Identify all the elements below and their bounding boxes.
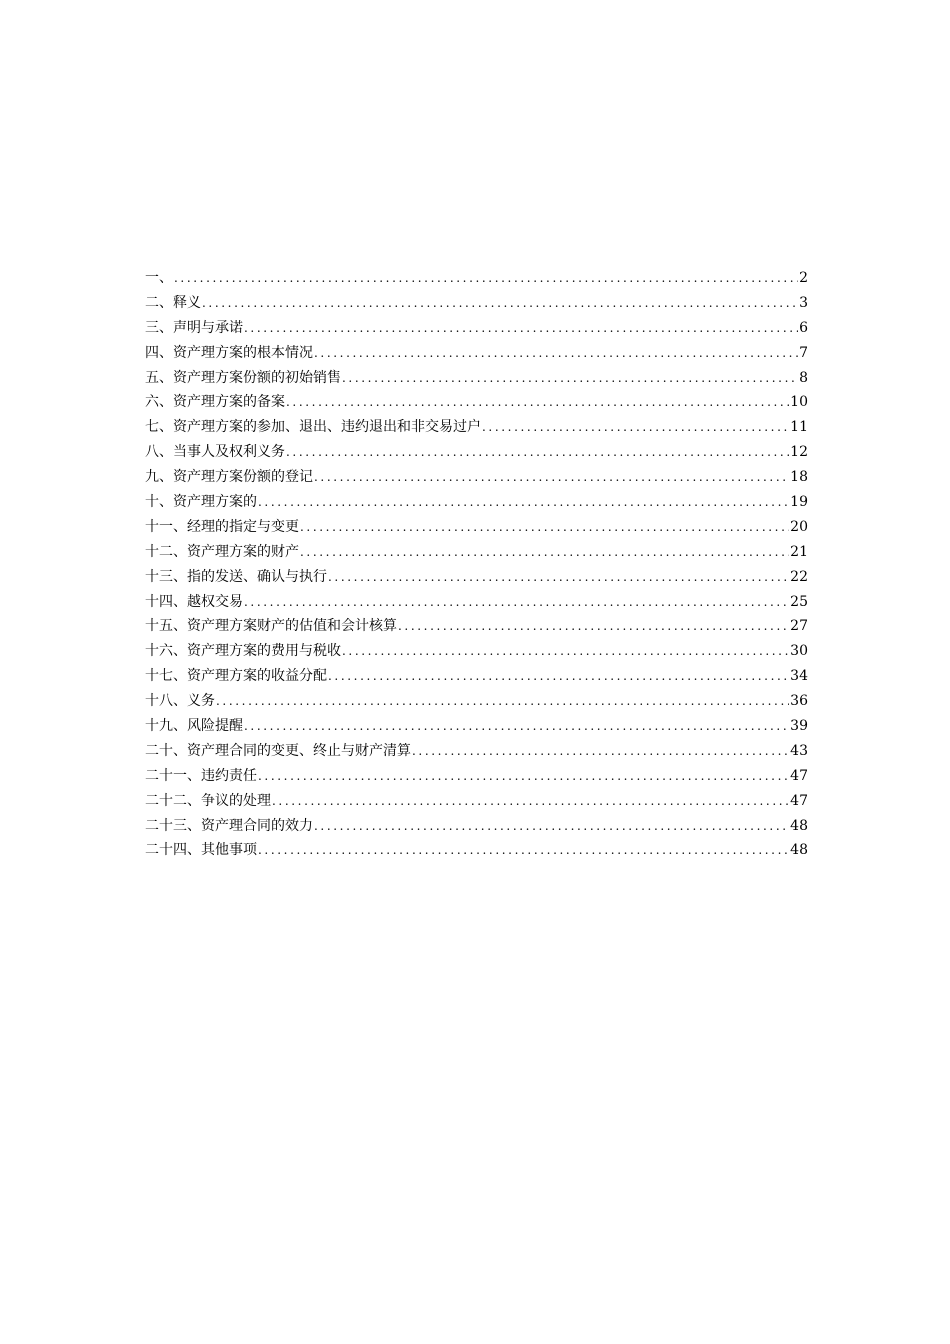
toc-entry[interactable] bbox=[145, 639, 808, 664]
toc-dot-leader bbox=[314, 465, 789, 490]
toc-entry[interactable] bbox=[145, 789, 808, 814]
toc-entry[interactable] bbox=[145, 590, 808, 615]
toc-entry-page-number: 8 bbox=[799, 369, 808, 386]
toc-entry-page-number: 27 bbox=[790, 618, 808, 635]
toc-entry-title: 一、 bbox=[145, 270, 173, 286]
toc-entry-title: 十一、经理的指定与变更 bbox=[145, 518, 299, 535]
toc-entry-page-number: 3 bbox=[799, 294, 808, 311]
toc-entry-title: 九、资产理方案份额的登记 bbox=[145, 469, 313, 486]
toc-dot-leader bbox=[412, 739, 789, 764]
toc-entry-title: 四、资产理方案的根本情况 bbox=[145, 344, 313, 361]
toc-entry-title: 六、资产理方案的备案 bbox=[145, 394, 285, 411]
toc-entry[interactable] bbox=[145, 838, 808, 863]
toc-entry-page-number: 11 bbox=[790, 419, 808, 436]
toc-entry-page-number: 18 bbox=[790, 469, 808, 486]
toc-entry[interactable] bbox=[145, 490, 808, 515]
toc-dot-leader bbox=[300, 515, 789, 540]
toc-entry-page-number: 19 bbox=[790, 494, 808, 511]
toc-dot-leader bbox=[328, 565, 789, 590]
toc-dot-leader bbox=[174, 266, 798, 291]
toc-dot-leader bbox=[328, 664, 789, 689]
toc-entry-title: 二十四、其他事项 bbox=[145, 842, 257, 859]
toc-entry[interactable] bbox=[145, 540, 808, 565]
toc-dot-leader bbox=[216, 689, 789, 714]
toc-entry[interactable] bbox=[145, 366, 808, 391]
toc-entry-title: 二十一、违约责任 bbox=[145, 767, 257, 784]
toc-dot-leader bbox=[398, 614, 789, 639]
toc-entry-page-number: 21 bbox=[790, 543, 808, 560]
toc-dot-leader bbox=[244, 316, 798, 341]
toc-dot-leader bbox=[244, 714, 789, 739]
toc-entry-title: 十七、资产理方案的收益分配 bbox=[145, 668, 327, 685]
toc-entry-title: 二、释义 bbox=[145, 294, 201, 311]
toc-dot-leader bbox=[272, 789, 789, 814]
toc-dot-leader bbox=[342, 366, 798, 391]
toc-entry-page-number: 48 bbox=[790, 817, 808, 834]
toc-entry[interactable] bbox=[145, 291, 808, 316]
toc-entry[interactable] bbox=[145, 465, 808, 490]
toc-entry[interactable] bbox=[145, 266, 808, 291]
toc-entry-title: 八、当事人及权利义务 bbox=[145, 444, 285, 461]
toc-entry-page-number: 34 bbox=[790, 668, 808, 685]
toc-entry-title: 三、声明与承诺 bbox=[145, 319, 243, 336]
toc-entry-title: 七、资产理方案的参加、退出、违约退出和非交易过户 bbox=[145, 419, 481, 436]
toc-entry-title: 十、资产理方案的 bbox=[145, 494, 257, 511]
toc-entry-page-number: 20 bbox=[790, 518, 808, 535]
toc-dot-leader bbox=[314, 814, 789, 839]
toc-entry-page-number: 6 bbox=[799, 319, 808, 336]
toc-entry-title: 二十、资产理合同的变更、终止与财产清算 bbox=[145, 742, 411, 759]
toc-entry-title: 二十三、资产理合同的效力 bbox=[145, 817, 313, 834]
toc-entry[interactable] bbox=[145, 614, 808, 639]
toc-entry-page-number: 30 bbox=[790, 643, 808, 660]
toc-entry-title: 十八、义务 bbox=[145, 693, 215, 710]
toc-entry-title: 十六、资产理方案的费用与税收 bbox=[145, 643, 341, 660]
toc-dot-leader bbox=[342, 639, 789, 664]
toc-entry-title: 十二、资产理方案的财产 bbox=[145, 543, 299, 560]
toc-entry-page-number: 12 bbox=[790, 444, 808, 461]
toc-dot-leader bbox=[202, 291, 798, 316]
toc-entry-title: 十五、资产理方案财产的估值和会计核算 bbox=[145, 618, 397, 635]
toc-dot-leader bbox=[286, 440, 789, 465]
toc-entry-page-number: 22 bbox=[790, 568, 808, 585]
toc-entry[interactable] bbox=[145, 390, 808, 415]
toc-entry[interactable] bbox=[145, 814, 808, 839]
toc-entry[interactable] bbox=[145, 739, 808, 764]
toc-entry-page-number: 43 bbox=[790, 742, 808, 759]
toc-entry[interactable] bbox=[145, 689, 808, 714]
toc-dot-leader bbox=[258, 838, 789, 863]
toc-entry-title: 五、资产理方案份额的初始销售 bbox=[145, 369, 341, 386]
toc-entry-page-number: 48 bbox=[790, 842, 808, 859]
toc-entry-title: 十四、越权交易 bbox=[145, 593, 243, 610]
toc-entry-page-number: 36 bbox=[790, 693, 808, 710]
toc-dot-leader bbox=[314, 341, 798, 366]
toc-entry-page-number: 25 bbox=[790, 593, 808, 610]
toc-dot-leader bbox=[258, 490, 789, 515]
toc-entry-page-number: 47 bbox=[790, 792, 808, 809]
toc-entry[interactable] bbox=[145, 515, 808, 540]
toc-entry-page-number: 7 bbox=[799, 344, 808, 361]
toc-entry-title: 十三、指的发送、确认与执行 bbox=[145, 568, 327, 585]
toc-entry-page-number: 2 bbox=[799, 270, 808, 286]
toc-entry-page-number: 47 bbox=[790, 767, 808, 784]
toc-dot-leader bbox=[300, 540, 789, 565]
toc-entry[interactable] bbox=[145, 316, 808, 341]
toc-entry[interactable] bbox=[145, 341, 808, 366]
table-of-contents bbox=[145, 266, 808, 863]
toc-entry[interactable] bbox=[145, 664, 808, 689]
toc-entry-title: 二十二、争议的处理 bbox=[145, 792, 271, 809]
toc-entry-title: 十九、风险提醒 bbox=[145, 718, 243, 735]
toc-entry[interactable] bbox=[145, 565, 808, 590]
toc-entry[interactable] bbox=[145, 714, 808, 739]
toc-dot-leader bbox=[244, 590, 789, 615]
toc-entry[interactable] bbox=[145, 764, 808, 789]
toc-entry-page-number: 39 bbox=[790, 718, 808, 735]
toc-entry-page-number: 10 bbox=[790, 394, 808, 411]
toc-entry[interactable] bbox=[145, 415, 808, 440]
toc-dot-leader bbox=[482, 415, 789, 440]
toc-dot-leader bbox=[258, 764, 789, 789]
toc-entry[interactable] bbox=[145, 440, 808, 465]
toc-dot-leader bbox=[286, 390, 789, 415]
